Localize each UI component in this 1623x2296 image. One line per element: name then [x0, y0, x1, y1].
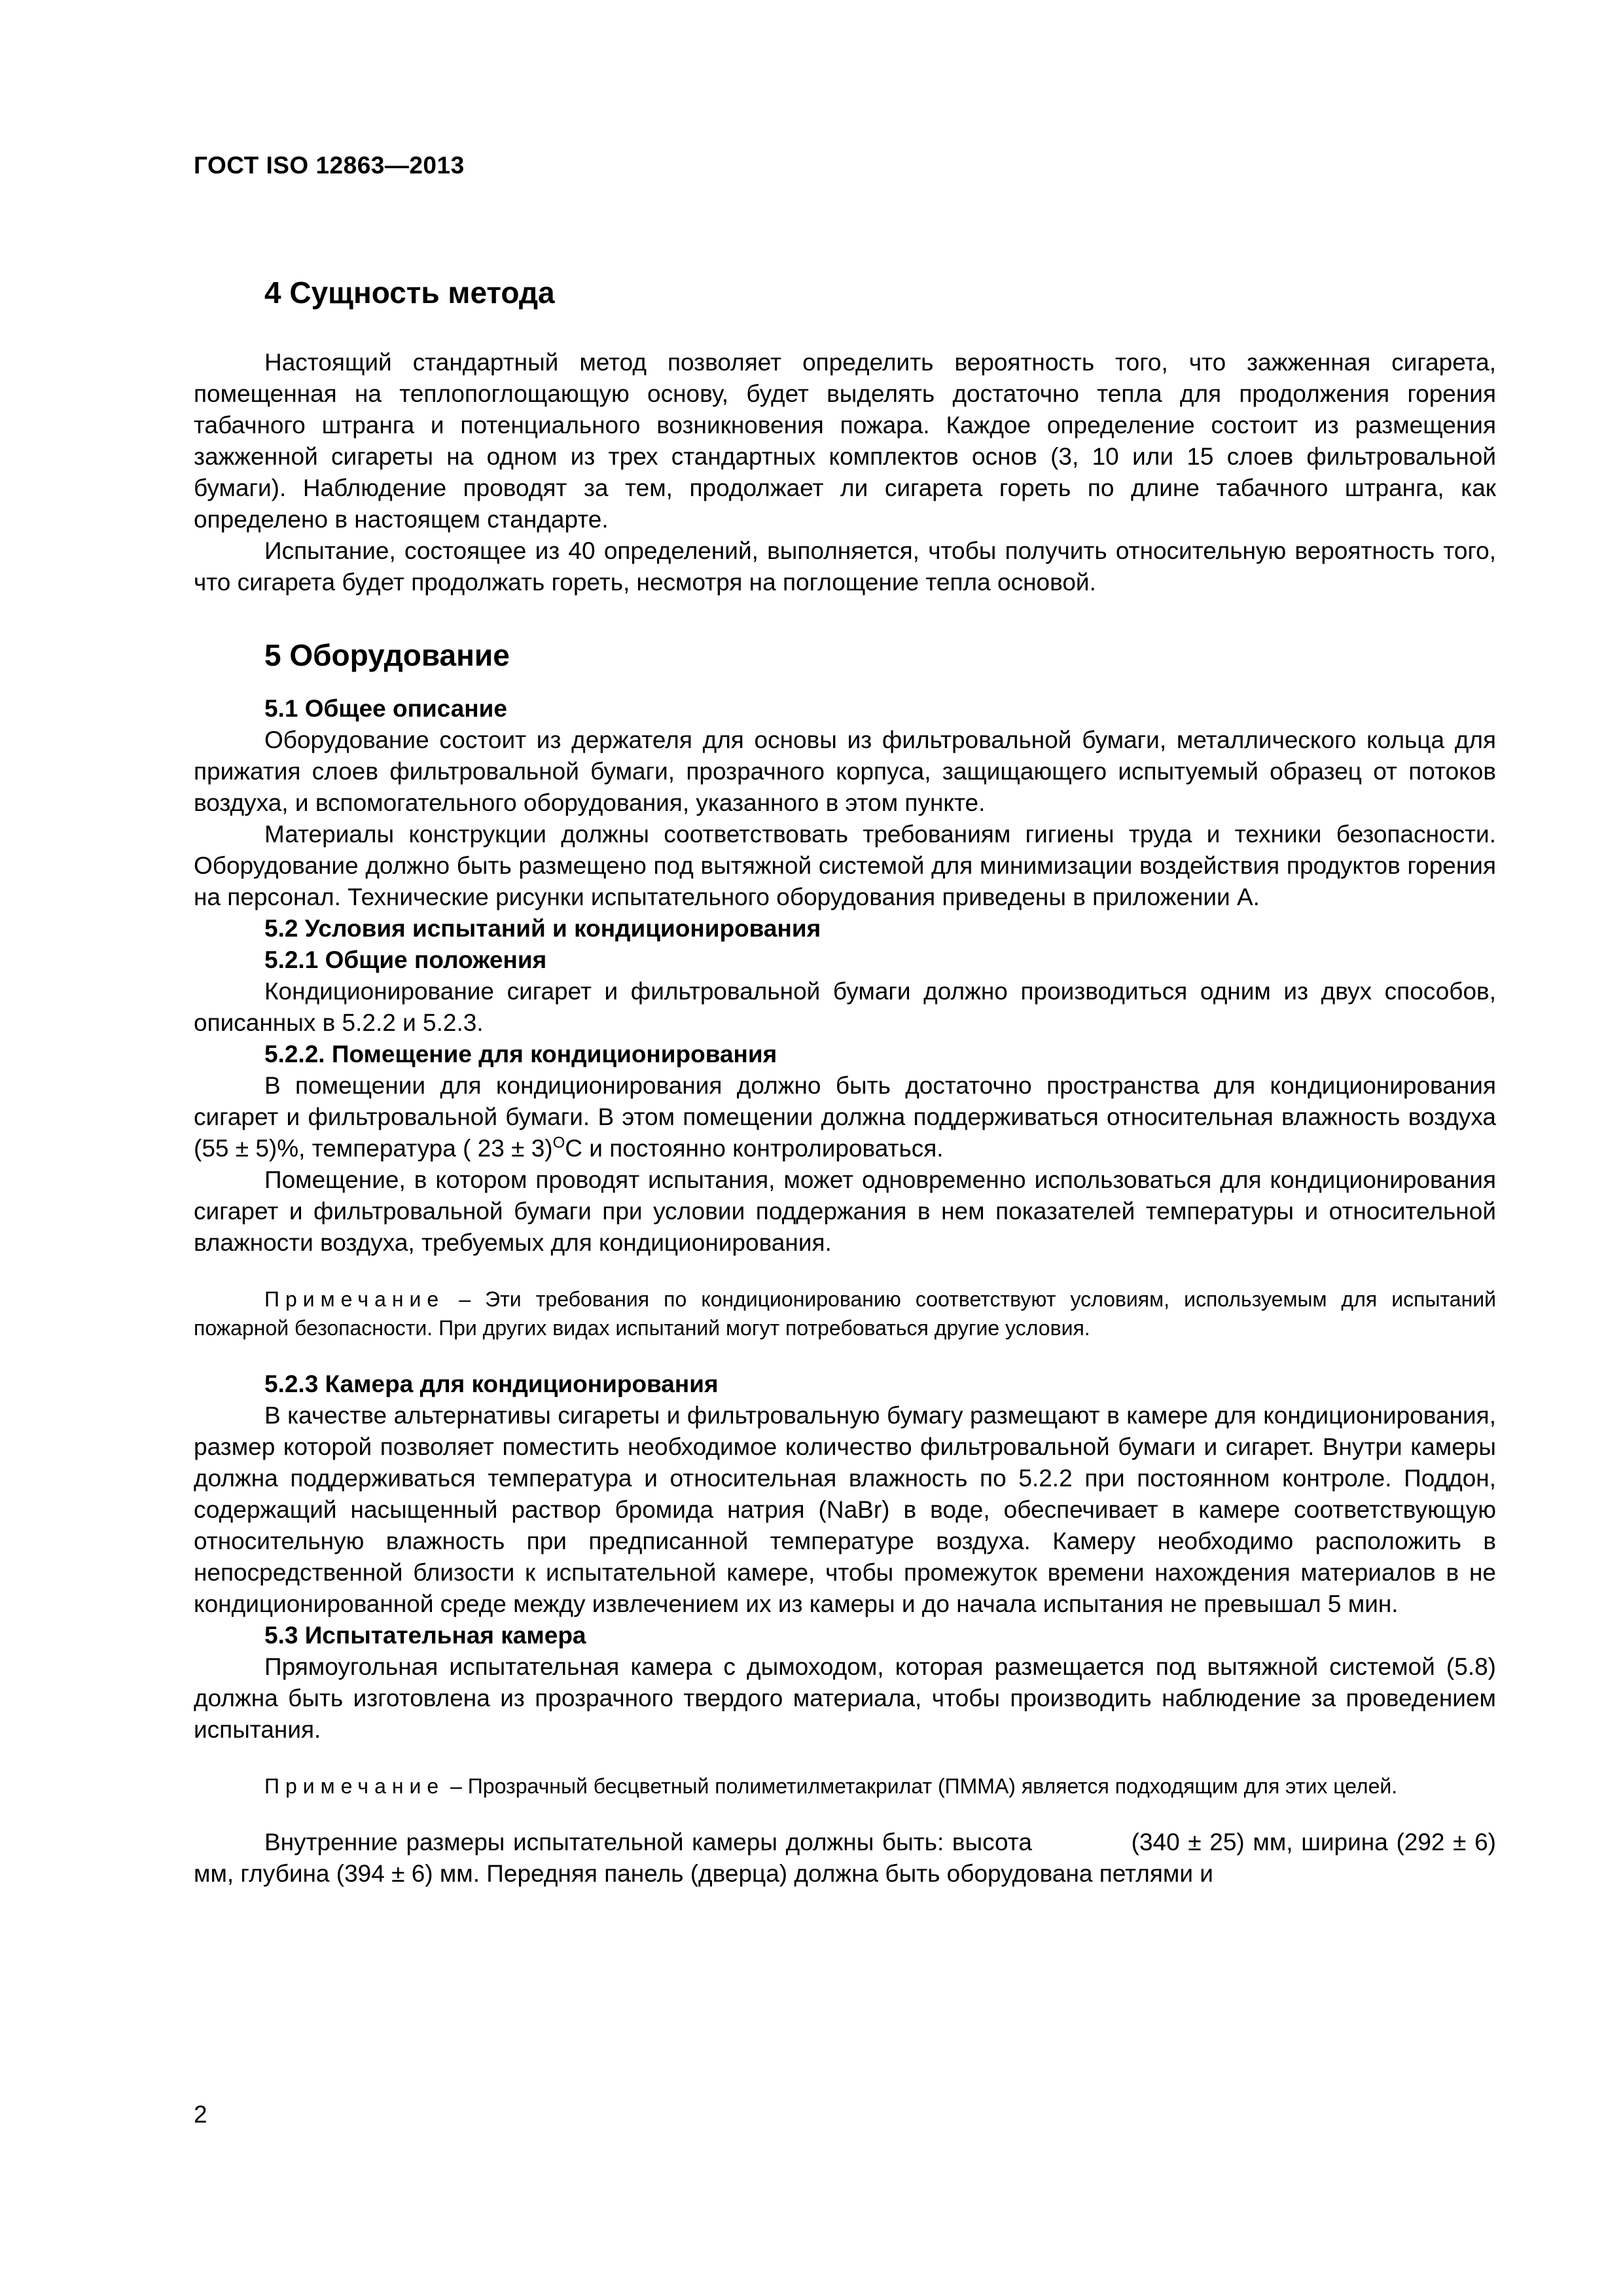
section-5-title: 5 Оборудование: [264, 638, 510, 673]
subsection-5-2-1-paragraph: Кондиционирование сигарет и фильтровальной бумаги должно производиться одним из двух способов, описанных в 5.2.2 и 5.2.3.: [194, 978, 1496, 1037]
subsection-5-2-2-heading: 5.2.2. Помещение для кондиционирования: [264, 1041, 777, 1068]
subsection-5-2-2-paragraph-1: [194, 1070, 1496, 1164]
subsection-5-3-paragraph-1: Прямоугольная испытательная камера с дымоходом, которая размещается под вытяжной системой (5.8) должна быть изготовлена из прозрачного твердого материала, чтобы производить наблюдение за проведением испытания.: [194, 1653, 1496, 1744]
subsection-5-2-heading: 5.2 Условия испытаний и кондиционирования: [264, 915, 821, 942]
note-1: [194, 1285, 1496, 1342]
subsection-5-1-heading: 5.1 Общее описание: [264, 695, 507, 723]
note-label: Примечание: [264, 1774, 445, 1799]
note-2: [194, 1772, 1496, 1801]
section-4-paragraph-2: Испытание, состоящее из 40 определений, выполняется, чтобы получить относительную вероятность того, что сигарета будет продолжать гореть, несмотря на поглощение тепла основой.: [194, 537, 1496, 596]
subsection-5-1-paragraph-2: Материалы конструкции должны соответствовать требованиям гигиены труда и техники безопасности. Оборудование должно быть размещено под вытяжной системой для минимизации воздействия продуктов горения на персонал. Технические рисунки испытательного оборудования приведены в приложении А.: [194, 821, 1496, 911]
note-label: Примечание: [264, 1287, 445, 1312]
section-4-paragraph-1: Настоящий стандартный метод позволяет определить вероятность того, что зажженная сигарета, помещенная на теплопоглощающую основу, будет выделять достаточно тепла для продолжения горения табачного штранга и потенциального возникновения пожара. Каждое определение состоит из размещения зажженной сигареты на одном из трех стандартных комплектов основ (3, 10 или 15 слоев фильтровальной бумаги). Наблюдение проводят за тем, продолжает ли сигарета гореть по длине табачного штранга, как определено в настоящем стандарте.: [194, 349, 1496, 533]
subsection-5-3-heading: 5.3 Испытательная камера: [264, 1622, 586, 1649]
paragraph-text: В помещении для кондиционирования должно быть достаточно пространства для кондиционирования сигарет и фильтровальной бумаги. В этом помещении должна поддерживаться относительная влажность воздуха (55 ± 5)%, температура ( 23 ± 3): [194, 1072, 1496, 1162]
paragraph-text: С и постоянно контролироваться.: [565, 1135, 944, 1162]
subsection-5-3-paragraph-2: Внутренние размеры испытательной камеры должны быть: высота (340 ± 25) мм, ширина (292 ± 6) мм, глубина (394 ± 6) мм. Передняя панель (дверца) должна быть оборудована петлями и: [194, 1829, 1503, 1888]
subsection-5-2-3-paragraph: В качестве альтернативы сигареты и фильтровальную бумагу размещают в камере для кондиционирования, размер которой позволяет поместить необходимое количество фильтровальной бумаги и сигарет. Внутри камеры должна поддерживаться температура и относительная влажность по 5.2.2 при постоянном контроле. Поддон, содержащий насыщенный раствор бромида натрия (NaBr) в воде, обеспечивает в камере соответствующую относительную влажность при предписанной температуре воздуха. Камеру необходимо расположить в непосредственной близости к испытательной камере, чтобы промежуток времени нахождения материалов в не кондиционированной среде между извлечением их из камеры и до начала испытания не превышал 5 мин.: [194, 1402, 1496, 1618]
page-number: 2: [194, 2101, 207, 2128]
subsection-5-1-paragraph-1: Оборудование состоит из держателя для основы из фильтровальной бумаги, металлического кольца для прижатия слоев фильтровальной бумаги, прозрачного корпуса, защищающего испытуемый образец от потоков воздуха, и вспомогательного оборудования, указанного в этом пункте.: [194, 726, 1496, 817]
subsection-5-2-2-paragraph-2: Помещение, в котором проводят испытания, может одновременно использоваться для кондиционирования сигарет и фильтровальной бумаги при условии поддержания в нем показателей температуры и относительной влажности воздуха, требуемых для кондиционирования.: [194, 1166, 1496, 1257]
page-content: [194, 275, 1503, 1890]
degree-superscript: О: [552, 1134, 565, 1153]
subsection-5-2-3-heading: 5.2.3 Камера для кондиционирования: [264, 1371, 719, 1398]
note-text: – Эти требования по кондиционированию соответствуют условиям, используемым для испытаний пожарной безопасности. При других видах испытаний могут потребоваться другие условия.: [194, 1287, 1496, 1340]
subsection-5-2-1-heading: 5.2.1 Общие положения: [264, 946, 547, 974]
note-text: – Прозрачный бесцветный полиметилметакрилат (ПММА) является подходящим для этих целей.: [444, 1774, 1398, 1799]
section-4-title: 4 Сущность метода: [264, 276, 555, 310]
running-header: ГОСТ ISO 12863—2013: [194, 152, 465, 179]
